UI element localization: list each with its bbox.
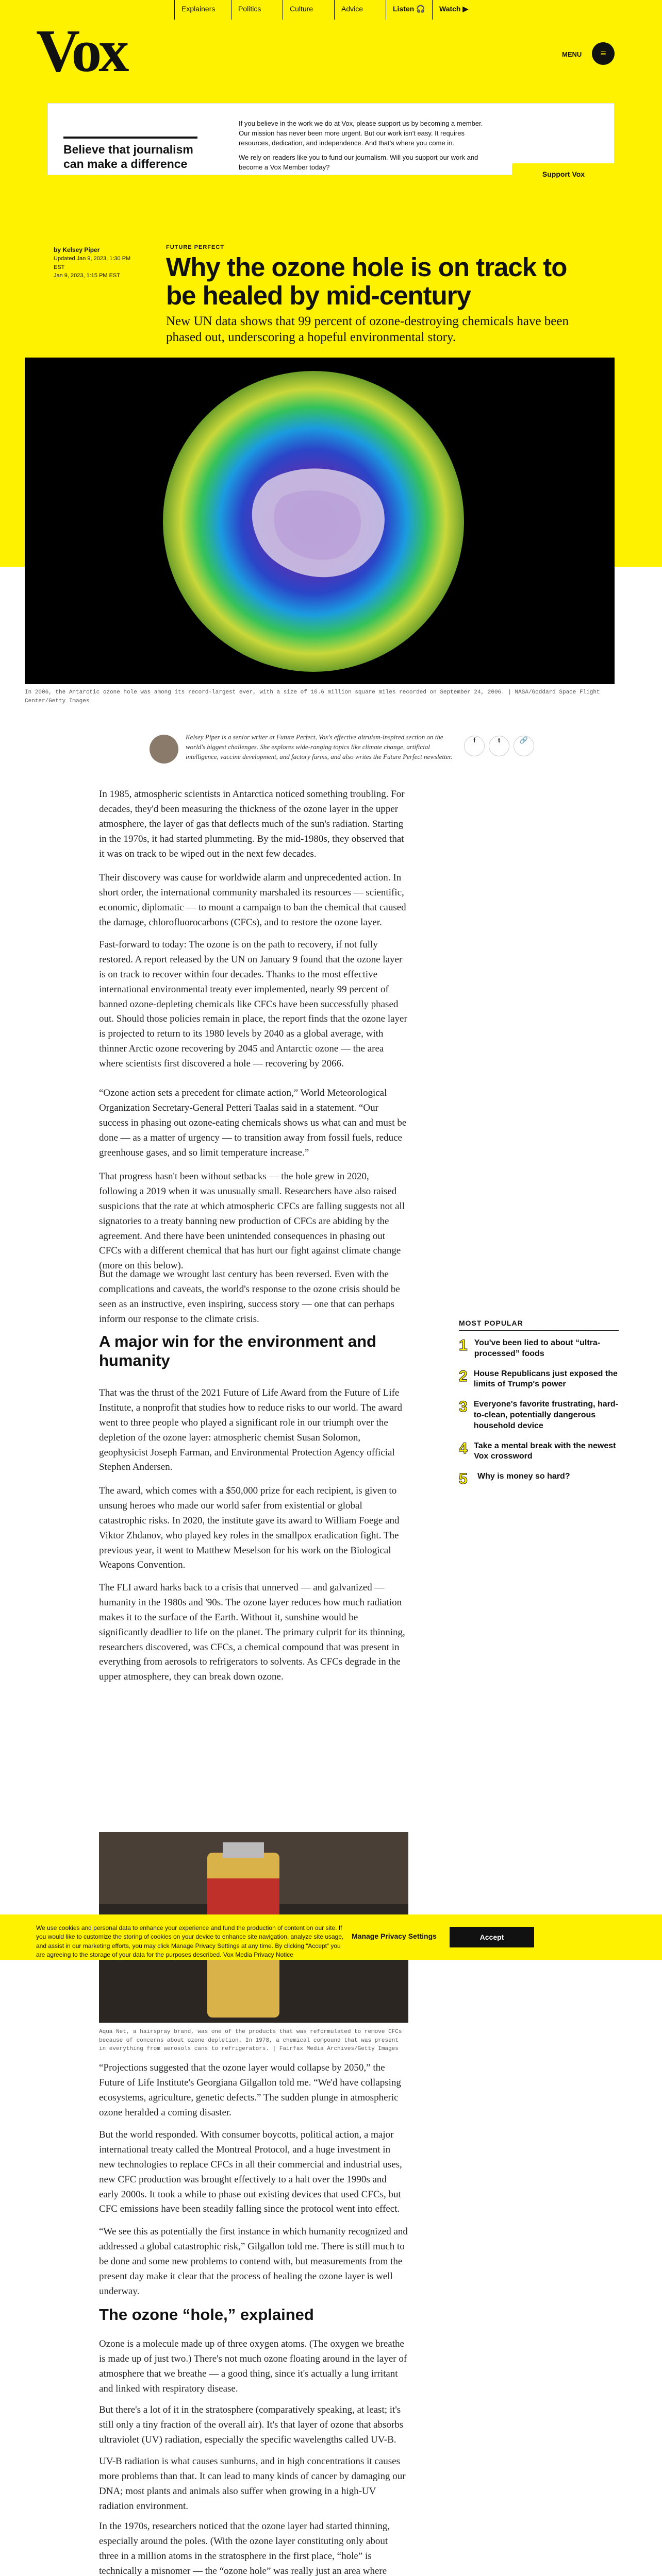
popular-item[interactable] xyxy=(459,1369,619,1391)
popular-item[interactable] xyxy=(459,1441,619,1463)
nav-advice[interactable]: Advice xyxy=(341,5,363,13)
most-popular-sidebar xyxy=(459,1319,619,1496)
article-paragraph: UV-B radiation is what causes sunburns, and in high concentrations it causes more problems than that. It can lead to many kinds of cancer by damaging our DNA; most plants and animals also suffer when growing in a high-UV radiation environment. xyxy=(99,2456,406,2512)
popular-title[interactable]: Take a mental break with the newest Vox crossword xyxy=(474,1441,616,1461)
popular-item[interactable] xyxy=(459,1338,619,1360)
section-heading: A major win for the environment and humanity xyxy=(99,1332,376,1370)
category-label[interactable]: FUTURE PERFECT xyxy=(166,244,224,250)
popular-title[interactable]: Everyone's favorite frustrating, hard-to-clean, potentially dangerous household device xyxy=(473,1400,619,1430)
article-paragraph: In the 1970s, researchers noticed that the ozone layer had started thinning, especially around the poles. (With the ozone layer constituting only about three in a million atoms in the stratosphere in the first place, “hole” is technically a misnomer — the “ozone hole” was really just an area where xyxy=(99,2521,390,2576)
article-paragraph: In 1985, atmospheric scientists in Antarctica noticed something troubling. For decades, they'd been measuring the thickness of the ozone layer in the upper atmosphere, the layer of gas that deflects much of the sun's radiation. Starting in the 1970s, it had started plummeting. By the mid-1980s, they observed that it was on track to be wiped out in the next few decades. xyxy=(99,789,405,859)
facebook-share-icon[interactable]: f xyxy=(464,736,485,756)
popular-rank: 5 xyxy=(459,1470,468,1488)
popular-rank: 3 xyxy=(459,1398,468,1416)
popular-title[interactable]: Why is money so hard? xyxy=(477,1472,570,1481)
nav-divider xyxy=(432,0,433,20)
accept-button[interactable]: Accept xyxy=(450,1927,534,1947)
article-paragraph: That was the thrust of the 2021 Future of Life Award from the Future of Life Institute, a nonprofit that studies how to reduce risks to our world. The award went to three people who played a significant role in our triumph over the depletion of the ozone layer: atmospheric chemist Susan Solomon, geophysicist Joseph Farman, and Environmental Protection Agency official Stephen Andersen. xyxy=(99,1387,402,1473)
author-bio: Kelsey Piper is a senior writer at Future Perfect, Vox's effective altruism-inspired section on the world's biggest challenges. She explores wide-ranging topics like climate change, artificial intelligence, vaccine development, and factory farms, and also writes the Future Perfect newsletter. xyxy=(186,733,453,760)
popular-item[interactable] xyxy=(459,1399,619,1431)
popular-rank: 4 xyxy=(459,1439,468,1457)
nav-watch[interactable] xyxy=(439,5,468,13)
nav-divider xyxy=(334,0,335,20)
nav-divider xyxy=(174,0,175,20)
manage-privacy-link[interactable]: Manage Privacy Settings xyxy=(352,1932,437,1940)
popular-title[interactable]: House Republicans just exposed the limits of Trump's power xyxy=(473,1369,618,1389)
author-name[interactable]: by Kelsey Piper xyxy=(54,246,100,253)
support-vox-button[interactable]: Support Vox xyxy=(512,163,615,185)
section-heading: The ozone “hole,” explained xyxy=(99,2306,314,2324)
watch-label: Watch xyxy=(439,5,461,13)
link-share-icon[interactable]: 🔗 xyxy=(514,736,534,756)
hero-caption: In 2006, the Antarctic ozone hole was among its record-largest ever, with a size of 10.6 million square miles recorded on September 24, 2006. | NASA/Goddard Space Flight Center/Getty Images xyxy=(25,689,600,704)
ozone-globe-image xyxy=(25,358,615,684)
support-text: If you believe in the work we do at Vox, please support us by becoming a member. Our mission has never been more urgent. But our work isn't easy. It requires resources, dedication, and independence. And that's where you come in. xyxy=(239,120,483,147)
nav-explainers[interactable]: Explainers xyxy=(181,5,216,13)
article-paragraph: Ozone is a molecule made up of three oxygen atoms. (The oxygen we breathe is made up of just two.) There's not much ozone floating around in the layer of atmosphere that we breathe — a good thing, since it's actually a lung irritant and linked with respiratory disease. xyxy=(99,2338,407,2394)
article-paragraph: But the damage we wrought last century has been reversed. Even with the complications and caveats, the world's response to the ozone crisis should be seen as an instructive, even inspiring, success story — one that can perhaps inform our response to the climate crisis. xyxy=(99,1269,400,1325)
cookie-text: We use cookies and personal data to enhance your experience and fund the production of content on our site. If you would like to customize the storing of cookies on your device to enhance site navigation, analyze site usage, and assist in our marketing efforts, you may click Manage Privacy Settings at any time. By clicking “Accept” you are agreeing to the storage of your data for the purposes described. Vox Media Privacy Notice xyxy=(36,1924,344,1959)
article-paragraph: The award, which comes with a $50,000 prize for each recipient, is given to unsung heroes who made our world safer from existential or global catastrophic risks. In 2020, the institute gave its award to William Foege and Viktor Zhdanov, who played key roles in the smallpox eradication fight. The previous year, it went to Matthew Meselson for his work on the Biological Weapons Convention. xyxy=(99,1485,400,1571)
popular-title[interactable]: You've been lied to about “ultra-processed” foods xyxy=(474,1338,601,1358)
support-banner xyxy=(47,103,615,178)
support-heading: Believe that journalism can make a difference xyxy=(63,137,197,171)
article-paragraph: That progress hasn't been without setbacks — the hole grew in 2020, following a 2019 when it was unusually small. Researchers have also raised suspicions that the rate at which atmospheric CFCs are falling suggests not all signatories to a treaty banning new production of CFCs are abiding by the agreement. And there have been unintended consequences in phasing out CFCs with a different chemical that has hurt our fight against climate change (more on this below). xyxy=(99,1171,405,1272)
article-paragraph: “We see this as potentially the first instance in which humanity recognized and addressed a global catastrophic risk,” Gilgallon told me. There is still much to be done and some new problems to contend with, but measurements from the present day make it clear that the process of healing the ozone layer is well underway. xyxy=(99,2226,408,2297)
popular-rank: 2 xyxy=(459,1367,468,1385)
popular-rank: 1 xyxy=(459,1337,468,1354)
popular-item[interactable] xyxy=(459,1471,619,1487)
image-caption: Aqua Net, a hairspray brand, was one of the products that was reformulated to remove CFCs because of concerns about ozone depletion. In 1978, a chemical compound that was present in everything from aerosols cans to refrigerators. | Fairfax Media Archives/Getty Images xyxy=(99,2029,402,2052)
play-icon: ▶ xyxy=(462,5,469,13)
page-title: Why the ozone hole is on track to be healed by mid-century xyxy=(166,252,567,310)
article-paragraph: But there's a lot of it in the stratosphere (comparatively speaking, at least; it's still only a tiny fraction of the overall air). It's that layer of ozone that absorbs ultraviolet (UV) radiation, especially the specific wavelengths called UV-B. xyxy=(99,2404,404,2445)
support-text-2: We rely on readers like you to fund our journalism. Will you support our work and become a Vox Member today? xyxy=(239,154,478,171)
twitter-share-icon[interactable]: t xyxy=(489,736,509,756)
nav-culture[interactable]: Culture xyxy=(290,5,313,13)
article-paragraph: But the world responded. With consumer boycotts, political action, a major international treaty called the Montreal Protocol, and a huge investment in new technologies to replace CFCs in all their commercial and industrial uses, new CFC production was brought effectively to a halt over the 1990s and early 2000s. It took a while to phase out existing devices that used CFCs, but CFC emissions have been steadily falling since the protocol went into effect. xyxy=(99,2129,402,2215)
nav-listen[interactable] xyxy=(393,5,425,13)
vox-logo[interactable]: Vox xyxy=(36,17,126,84)
cookie-banner xyxy=(0,1914,662,1960)
article-paragraph: Fast-forward to today: The ozone is on the path to recovery, if not fully restored. A report released by the UN on January 9 found that the ozone layer is on track to recover within four decades. Thanks to the most effective international environmental treaty ever implemented, nearly 99 percent of banned ozone-depleting chemicals like CFCs have been successfully phased out. Should those policies remain in place, the report finds that the ozone layer is projected to return to its 1980 levels by 2040 as a global average, with thinner Arctic ozone recovering by 2045 and Antarctic ozone — the area where scientists first discovered a hole — recovering by 2066. xyxy=(99,939,407,1069)
article-paragraph: The FLI award harks back to a crisis that unnerved — and galvanized — humanity in the 1980s and '90s. The ozone layer reduces how much radiation makes it to the surface of the Earth. Without it, sunshine would be significantly deadlier to life on the planet. The primary culprit for its thinning, researchers discovered, was CFCs, a chemical compound that was present in everything from aerosols to refrigerators to solvents. As CFCs degrade in the upper atmosphere, they can break down ozone. xyxy=(99,1582,405,1683)
article-paragraph: “Projections suggested that the ozone layer would collapse by 2050,” the Future of Life Institute's Georgiana Gilgallon told me. “We'd have collapsing ecosystems, agriculture, genetic defects.” The sudden plunge in atmospheric ozone heralded a coming disaster. xyxy=(99,2062,401,2118)
updated-date: Updated Jan 9, 2023, 1:30 PM EST xyxy=(54,256,131,270)
author-box xyxy=(150,731,531,770)
nav-politics[interactable]: Politics xyxy=(238,5,261,13)
publish-date: Jan 9, 2023, 1:15 PM EST xyxy=(54,273,121,279)
article-dek: New UN data shows that 99 percent of ozone-destroying chemicals have been phased out, underscoring a hopeful environmental story. xyxy=(166,314,569,345)
article-paragraph: Their discovery was cause for worldwide alarm and unprecedented action. In short order, the international community marshaled its resources — scientific, economic, diplomatic — to mount a campaign to ban the chemical that caused the damage, chlorofluorocarbons (CFCs), and to restore the ozone layer. xyxy=(99,872,406,928)
byline xyxy=(54,245,136,280)
sidebar-title: MOST POPULAR xyxy=(459,1319,619,1331)
article-paragraph: “Ozone action sets a precedent for climate action,” World Meteorological Organization Secretary-General Petteri Taalas said in a statement. “Our success in phasing out ozone-eating chemicals shows us what can and must be done — as a matter of urgency — to transition away from fossil fuels, reduce greenhouse gases, and so limit temperature increase.” xyxy=(99,1088,407,1158)
hero-image xyxy=(25,358,615,684)
listen-label: Listen xyxy=(393,5,415,13)
menu-button[interactable]: MENU xyxy=(562,50,582,58)
avatar xyxy=(150,735,178,764)
headphones-icon: 🎧 xyxy=(416,5,425,13)
menu-toggle-button[interactable] xyxy=(592,42,615,65)
hamburger-icon: ≡ xyxy=(600,48,606,59)
